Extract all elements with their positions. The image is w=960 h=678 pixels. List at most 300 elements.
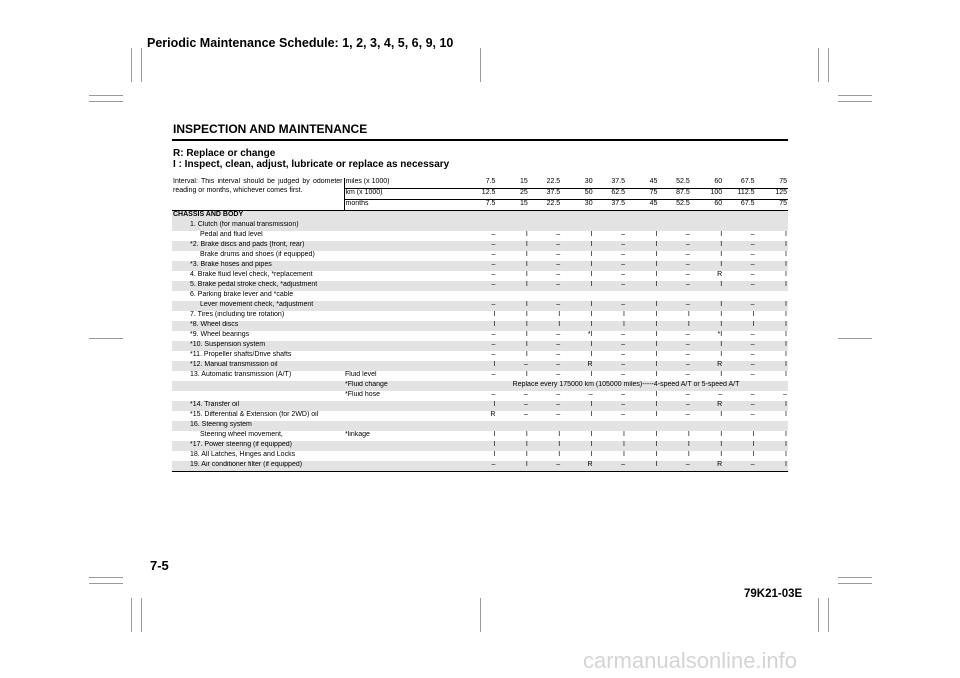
schedule-cell: – xyxy=(529,401,561,411)
schedule-cell: – xyxy=(723,301,755,311)
schedule-cell: I xyxy=(655,331,658,338)
schedule-cell: – xyxy=(491,371,496,378)
item-label: *2. Brake discs and pads (front, rear) xyxy=(172,241,344,251)
schedule-cell: *I xyxy=(587,331,593,338)
schedule-cell xyxy=(756,291,788,301)
schedule-cell: I xyxy=(493,451,496,458)
schedule-cell: I xyxy=(687,431,690,438)
schedule-cell: I xyxy=(691,321,723,331)
schedule-cell: I xyxy=(525,311,528,318)
schedule-cell xyxy=(756,421,788,431)
schedule-cell: – xyxy=(556,331,561,338)
item-label: 7. Tires (including tire rotation) xyxy=(190,311,285,318)
schedule-cell: I xyxy=(493,431,496,438)
schedule-cell: – xyxy=(723,261,755,271)
schedule-row xyxy=(172,361,788,371)
schedule-cell: – xyxy=(658,241,690,251)
schedule-cell: I xyxy=(496,461,528,472)
interval-value: 37.5 xyxy=(594,178,626,189)
schedule-cell: – xyxy=(594,341,626,351)
schedule-row xyxy=(172,231,788,241)
item-sub-label xyxy=(344,361,464,371)
schedule-cell: – xyxy=(621,351,625,358)
schedule-cell: I xyxy=(720,351,723,358)
schedule-row xyxy=(172,431,788,441)
schedule-row xyxy=(172,451,788,461)
crop-mark xyxy=(480,598,481,632)
schedule-cell: I xyxy=(691,341,723,351)
schedule-row xyxy=(172,401,788,411)
schedule-cell: – xyxy=(594,401,626,411)
interval-value: 15 xyxy=(496,200,528,211)
schedule-cell: – xyxy=(658,361,690,371)
schedule-cell: – xyxy=(685,271,690,278)
item-span-note: Replace every 175000 km (105000 miles)-----4-speed A/T or 5-speed A/T xyxy=(464,381,788,391)
schedule-cell: – xyxy=(529,281,561,291)
schedule-row xyxy=(172,331,788,341)
schedule-row xyxy=(172,381,788,391)
schedule-cell: I xyxy=(626,461,658,472)
schedule-row xyxy=(172,311,788,321)
page-header-title: Periodic Maintenance Schedule: 1, 2, 3, 4, 5, 6, 9, 10 xyxy=(147,36,454,50)
item-sub-label xyxy=(344,261,464,271)
schedule-cell: I xyxy=(691,281,723,291)
schedule-cell: I xyxy=(626,401,658,411)
schedule-cell: – xyxy=(594,281,626,291)
schedule-cell: I xyxy=(720,231,723,238)
schedule-row xyxy=(172,251,788,261)
item-sub-label: *Fluid change xyxy=(344,381,464,391)
schedule-cell: – xyxy=(491,271,496,278)
schedule-cell: – xyxy=(621,371,625,378)
schedule-cell: I xyxy=(561,341,593,351)
crop-mark xyxy=(131,598,132,632)
schedule-cell: I xyxy=(785,351,787,358)
schedule-cell: I xyxy=(691,301,723,311)
schedule-cell: – xyxy=(529,341,561,351)
interval-value: 15 xyxy=(496,178,528,189)
item-label: *12. Manual transmission oil xyxy=(172,361,344,371)
interval-unit: km (x 1000) xyxy=(344,189,464,200)
schedule-cell: I xyxy=(756,361,788,371)
schedule-cell: I xyxy=(655,251,658,258)
schedule-cell: – xyxy=(556,411,561,418)
schedule-cell: I xyxy=(626,301,658,311)
schedule-cell xyxy=(658,421,690,431)
schedule-cell: I xyxy=(525,271,528,278)
interval-note: Interval: This interval should be judged by odometer reading or months, whichever comes first. xyxy=(172,178,344,211)
schedule-cell: R xyxy=(691,461,723,472)
crop-mark xyxy=(89,101,123,102)
schedule-cell: I xyxy=(496,241,528,251)
schedule-cell: I xyxy=(756,321,788,331)
schedule-cell xyxy=(658,291,690,301)
schedule-cell: I xyxy=(723,441,755,451)
schedule-cell: – xyxy=(723,281,755,291)
schedule-cell: I xyxy=(623,431,625,438)
schedule-row xyxy=(172,221,788,231)
schedule-cell: I xyxy=(525,231,528,238)
schedule-cell: I xyxy=(756,341,788,351)
item-sub-label xyxy=(344,301,464,311)
schedule-cell: – xyxy=(685,251,690,258)
schedule-cell: I xyxy=(756,241,788,251)
schedule-cell: – xyxy=(529,241,561,251)
schedule-cell xyxy=(529,421,561,431)
schedule-cell: I xyxy=(655,371,658,378)
section-row xyxy=(172,211,788,222)
section-title: INSPECTION AND MAINTENANCE xyxy=(173,122,368,136)
schedule-cell: I xyxy=(590,271,593,278)
schedule-cell: I xyxy=(723,321,755,331)
schedule-row xyxy=(172,291,788,301)
item-sub-label xyxy=(344,221,464,231)
crop-mark xyxy=(838,101,872,102)
crop-mark xyxy=(838,577,872,578)
item-label: Lever movement check, *adjustment xyxy=(172,301,344,311)
schedule-cell: – xyxy=(750,411,755,418)
item-sub-label xyxy=(344,341,464,351)
schedule-cell: *I xyxy=(717,331,723,338)
schedule-cell: R xyxy=(561,461,593,472)
schedule-cell: – xyxy=(658,401,690,411)
schedule-cell xyxy=(691,291,723,301)
schedule-cell xyxy=(464,291,496,301)
schedule-cell: I xyxy=(756,441,788,451)
crop-mark xyxy=(141,598,142,632)
item-sub-label xyxy=(344,351,464,361)
page-number: 7-5 xyxy=(150,558,169,573)
schedule-cell: I xyxy=(623,451,625,458)
crop-mark xyxy=(818,598,819,632)
schedule-cell: I xyxy=(785,331,787,338)
item-label: *10. Suspension system xyxy=(172,341,344,351)
schedule-cell: I xyxy=(464,321,496,331)
item-label: *17. Power steering (if equipped) xyxy=(172,441,344,451)
schedule-cell: I xyxy=(626,261,658,271)
schedule-cell: I xyxy=(785,431,787,438)
schedule-row xyxy=(172,241,788,251)
interval-value: 52.5 xyxy=(658,200,690,211)
schedule-cell: – xyxy=(556,251,561,258)
schedule-cell: – xyxy=(783,391,787,398)
schedule-cell: I xyxy=(785,231,787,238)
item-sub-label xyxy=(344,311,464,321)
schedule-cell: – xyxy=(723,461,755,472)
item-label: 16. Steering system xyxy=(172,421,344,431)
schedule-cell: – xyxy=(723,401,755,411)
item-label: 19. Air conditioner filter (if equipped) xyxy=(172,461,344,472)
item-label: 6. Parking brake lever and *cable xyxy=(190,291,294,298)
interval-value: 60 xyxy=(691,200,723,211)
interval-value: 45 xyxy=(626,178,658,189)
schedule-cell xyxy=(496,221,528,231)
schedule-cell xyxy=(626,221,658,231)
schedule-cell: – xyxy=(556,351,561,358)
schedule-cell: I xyxy=(655,351,658,358)
schedule-cell xyxy=(496,421,528,431)
schedule-cell: I xyxy=(561,261,593,271)
schedule-row xyxy=(172,371,788,381)
schedule-cell: – xyxy=(685,391,690,398)
schedule-cell: – xyxy=(750,271,755,278)
legend xyxy=(173,148,449,170)
schedule-cell: I xyxy=(626,361,658,371)
schedule-cell xyxy=(723,421,755,431)
item-label: *3. Brake hoses and pipes xyxy=(172,261,344,271)
schedule-cell: – xyxy=(594,461,626,472)
schedule-cell: – xyxy=(491,391,496,398)
schedule-cell: – xyxy=(594,361,626,371)
schedule-cell: – xyxy=(496,361,528,371)
schedule-cell: I xyxy=(496,261,528,271)
item-label xyxy=(172,391,344,401)
interval-value: 75 xyxy=(626,189,658,200)
schedule-cell xyxy=(691,421,723,431)
schedule-row xyxy=(172,391,788,401)
schedule-cell: I xyxy=(590,371,593,378)
item-label: Brake drums and shoes (if equipped) xyxy=(200,251,315,258)
interval-value: 67.5 xyxy=(723,178,755,189)
schedule-cell xyxy=(529,221,561,231)
schedule-row xyxy=(172,271,788,281)
item-label: 18. All Latches, Hinges and Locks xyxy=(190,451,296,458)
schedule-cell: I xyxy=(785,311,787,318)
item-sub-label xyxy=(344,241,464,251)
item-label: *15. Differential & Extension (for 2WD) oil xyxy=(190,411,319,418)
watermark: carmanualsonline.info xyxy=(583,648,798,673)
item-label xyxy=(172,381,344,391)
schedule-cell: – xyxy=(750,251,755,258)
crop-mark xyxy=(89,583,123,584)
schedule-cell: – xyxy=(621,251,625,258)
schedule-cell xyxy=(626,421,658,431)
schedule-row xyxy=(172,341,788,351)
crop-mark xyxy=(89,577,123,578)
schedule-cell: – xyxy=(523,411,528,418)
schedule-cell: – xyxy=(464,341,496,351)
schedule-row xyxy=(172,351,788,361)
schedule-cell: – xyxy=(529,461,561,472)
interval-value: 7.5 xyxy=(464,200,496,211)
schedule-cell: – xyxy=(464,281,496,291)
schedule-cell xyxy=(594,221,626,231)
item-sub-label: *linkage xyxy=(345,431,370,438)
schedule-cell: I xyxy=(594,321,626,331)
schedule-cell: I xyxy=(785,371,787,378)
schedule-cell: – xyxy=(464,261,496,271)
schedule-cell: I xyxy=(529,441,561,451)
item-sub-label xyxy=(344,461,464,472)
item-label: *14. Transfer oil xyxy=(172,401,344,411)
schedule-cell: – xyxy=(658,461,690,472)
schedule-row xyxy=(172,461,788,472)
schedule-cell: I xyxy=(496,301,528,311)
schedule-cell: I xyxy=(561,321,593,331)
schedule-cell: – xyxy=(529,261,561,271)
item-label: Steering wheel movement, xyxy=(200,431,283,438)
schedule-cell xyxy=(691,221,723,231)
schedule-cell: – xyxy=(658,301,690,311)
schedule-cell xyxy=(496,291,528,301)
schedule-cell: I xyxy=(658,441,690,451)
interval-value: 37.5 xyxy=(594,200,626,211)
schedule-cell: I xyxy=(687,311,690,318)
schedule-cell xyxy=(723,291,755,301)
interval-value: 75 xyxy=(756,200,788,211)
schedule-cell: I xyxy=(655,431,658,438)
schedule-cell: – xyxy=(556,371,561,378)
item-label: *9. Wheel bearings xyxy=(190,331,250,338)
schedule-cell: I xyxy=(558,451,561,458)
interval-value: 62.5 xyxy=(594,189,626,200)
schedule-cell: – xyxy=(621,331,625,338)
schedule-cell: I xyxy=(496,281,528,291)
interval-value: 22.5 xyxy=(529,178,561,189)
schedule-cell: – xyxy=(464,241,496,251)
schedule-cell xyxy=(561,221,593,231)
maintenance-schedule-table xyxy=(172,178,788,472)
section-label: CHASSIS AND BODY xyxy=(172,211,788,222)
schedule-cell: – xyxy=(496,401,528,411)
schedule-cell: I xyxy=(658,321,690,331)
item-sub-label: *Fluid hose xyxy=(345,391,381,398)
schedule-cell xyxy=(464,421,496,431)
schedule-cell: I xyxy=(558,431,561,438)
schedule-cell: I xyxy=(655,391,658,398)
schedule-cell: I xyxy=(655,451,658,458)
schedule-cell xyxy=(594,421,626,431)
schedule-cell: I xyxy=(691,441,723,451)
crop-mark xyxy=(828,48,829,82)
schedule-cell: – xyxy=(588,391,593,398)
interval-value: 37.5 xyxy=(529,189,561,200)
interval-value: 22.5 xyxy=(529,200,561,211)
schedule-cell: – xyxy=(685,371,690,378)
schedule-cell: I xyxy=(691,261,723,271)
schedule-cell: I xyxy=(687,451,690,458)
legend-inspect: I : Inspect, clean, adjust, lubricate or replace as necessary xyxy=(173,159,450,170)
item-sub-label xyxy=(344,281,464,291)
schedule-cell: I xyxy=(626,281,658,291)
interval-value: 50 xyxy=(561,189,593,200)
schedule-cell xyxy=(529,291,561,301)
schedule-cell: I xyxy=(720,431,723,438)
crop-mark xyxy=(89,95,123,96)
schedule-cell: I xyxy=(525,351,528,358)
schedule-cell: I xyxy=(626,241,658,251)
interval-row xyxy=(172,178,788,189)
schedule-row xyxy=(172,441,788,451)
interval-value: 87.5 xyxy=(658,189,690,200)
item-sub-label: Fluid level xyxy=(345,371,377,378)
schedule-cell: I xyxy=(561,401,593,411)
schedule-cell: I xyxy=(558,311,561,318)
schedule-cell: I xyxy=(561,441,593,451)
crop-mark xyxy=(838,583,872,584)
schedule-cell: I xyxy=(655,231,658,238)
schedule-cell xyxy=(658,221,690,231)
crop-mark xyxy=(828,598,829,632)
schedule-cell xyxy=(594,291,626,301)
interval-value: 125 xyxy=(756,189,788,200)
schedule-cell: I xyxy=(590,431,593,438)
schedule-cell: I xyxy=(525,371,528,378)
schedule-cell: I xyxy=(756,401,788,411)
schedule-cell: I xyxy=(464,361,496,371)
item-sub-label xyxy=(344,331,464,341)
schedule-cell: – xyxy=(621,231,625,238)
schedule-cell: – xyxy=(594,261,626,271)
schedule-cell: I xyxy=(525,331,528,338)
item-sub-label xyxy=(344,321,464,331)
interval-value: 25 xyxy=(496,189,528,200)
schedule-cell: I xyxy=(590,411,593,418)
schedule-cell: I xyxy=(720,251,723,258)
schedule-cell xyxy=(756,221,788,231)
schedule-cell: – xyxy=(750,391,755,398)
schedule-cell: I xyxy=(561,301,593,311)
schedule-cell: I xyxy=(590,451,593,458)
schedule-cell: I xyxy=(496,321,528,331)
schedule-cell: I xyxy=(525,451,528,458)
schedule-cell: I xyxy=(464,401,496,411)
schedule-cell: I xyxy=(496,441,528,451)
interval-value: 45 xyxy=(626,200,658,211)
item-sub-label xyxy=(344,451,464,461)
schedule-row xyxy=(172,421,788,431)
schedule-cell: – xyxy=(594,241,626,251)
schedule-cell: I xyxy=(720,451,723,458)
schedule-cell: – xyxy=(621,391,625,398)
schedule-cell: – xyxy=(723,241,755,251)
item-label: 5. Brake pedal stroke check, *adjustment xyxy=(172,281,344,291)
schedule-cell: I xyxy=(785,251,787,258)
schedule-cell: – xyxy=(685,331,690,338)
crop-mark xyxy=(838,95,872,96)
interval-value: 67.5 xyxy=(723,200,755,211)
interval-value: 30 xyxy=(561,178,593,189)
schedule-cell: – xyxy=(685,231,690,238)
legend-replace: R: Replace or change xyxy=(173,148,276,159)
schedule-cell xyxy=(561,421,593,431)
schedule-cell: I xyxy=(691,241,723,251)
schedule-cell: – xyxy=(556,391,561,398)
interval-value: 12.5 xyxy=(464,189,496,200)
schedule-row xyxy=(172,301,788,311)
schedule-cell: R xyxy=(691,361,723,371)
schedule-cell: I xyxy=(626,341,658,351)
crop-mark xyxy=(141,48,142,82)
schedule-row xyxy=(172,411,788,421)
schedule-cell: I xyxy=(720,371,723,378)
item-sub-label xyxy=(344,251,464,261)
item-sub-label xyxy=(344,291,464,301)
schedule-cell: – xyxy=(529,361,561,371)
document-code: 79K21-03E xyxy=(744,588,803,600)
schedule-cell: I xyxy=(756,281,788,291)
schedule-cell: I xyxy=(496,341,528,351)
interval-value: 60 xyxy=(691,178,723,189)
schedule-cell: I xyxy=(785,451,787,458)
interval-value: 112.5 xyxy=(723,189,755,200)
schedule-cell: I xyxy=(590,311,593,318)
schedule-cell: I xyxy=(655,411,658,418)
item-label: *8. Wheel discs xyxy=(172,321,344,331)
schedule-cell: – xyxy=(523,391,528,398)
schedule-cell: – xyxy=(750,351,755,358)
schedule-cell: R xyxy=(561,361,593,371)
